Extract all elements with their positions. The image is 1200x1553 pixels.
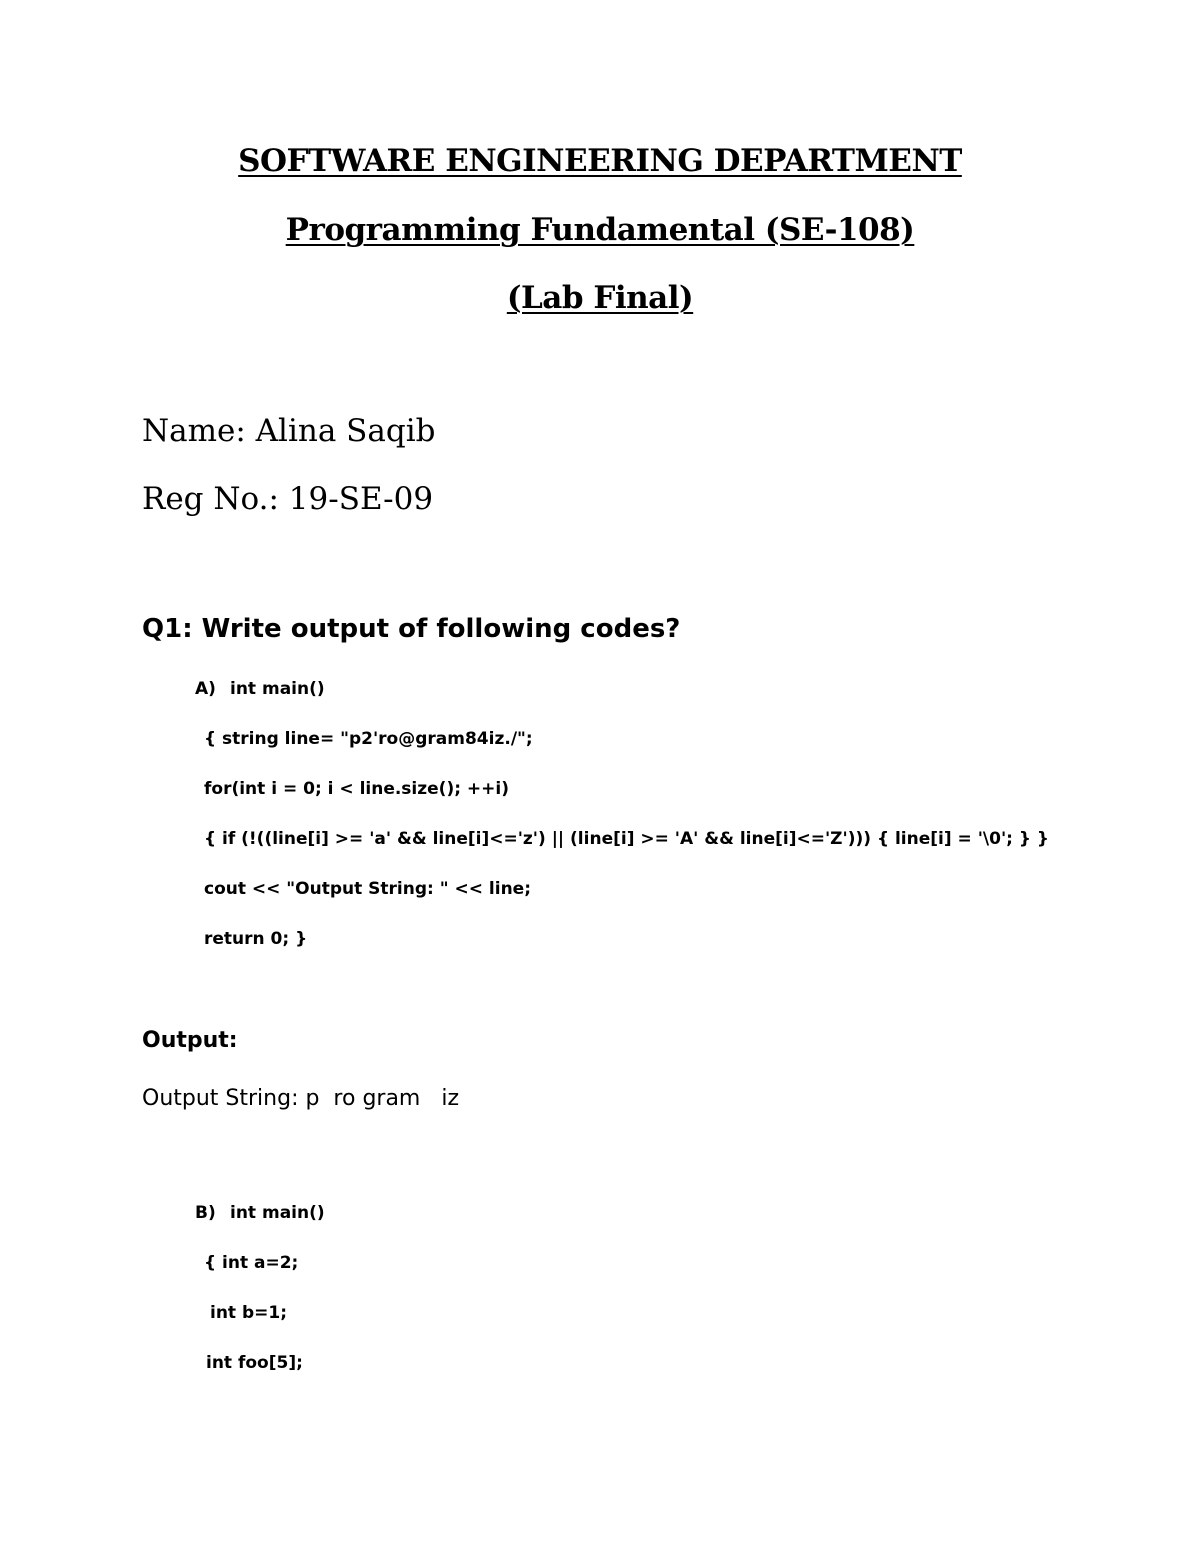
- output-value: Output String: p ro gram iz: [142, 1086, 460, 1111]
- part-a-code-line: return 0; }: [204, 929, 308, 949]
- part-b-code-line: int b=1;: [210, 1303, 288, 1323]
- part-b-code-line: int main(): [230, 1203, 325, 1223]
- part-a-code-line: cout << "Output String: " << line;: [204, 879, 532, 899]
- part-a-code-line: int main(): [230, 679, 325, 699]
- part-a-marker: A): [195, 679, 216, 699]
- part-b-code-line: int foo[5];: [206, 1353, 303, 1373]
- student-name: Name: Alina Saqib: [142, 413, 436, 449]
- exam-heading: (Lab Final): [506, 280, 694, 316]
- part-b-code-line: { int a=2;: [204, 1253, 299, 1273]
- student-reg-no: Reg No.: 19-SE-09: [142, 481, 434, 517]
- part-a-code-line: for(int i = 0; i < line.size(); ++i): [204, 779, 510, 799]
- course-heading: Programming Fundamental (SE-108): [285, 212, 915, 248]
- part-a-code-line: { if (!((line[i] >= 'a' && line[i]<='z') || (line[i] >= 'A' && line[i]<='Z'))) { line[i] = '\0'; } }: [204, 829, 1049, 849]
- part-a-code-line: { string line= "p2'ro@gram84iz./";: [204, 729, 533, 749]
- question-title: Q1: Write output of following codes?: [142, 614, 681, 644]
- output-label: Output:: [142, 1028, 238, 1053]
- part-b-marker: B): [195, 1203, 216, 1223]
- department-heading: SOFTWARE ENGINEERING DEPARTMENT: [238, 143, 962, 179]
